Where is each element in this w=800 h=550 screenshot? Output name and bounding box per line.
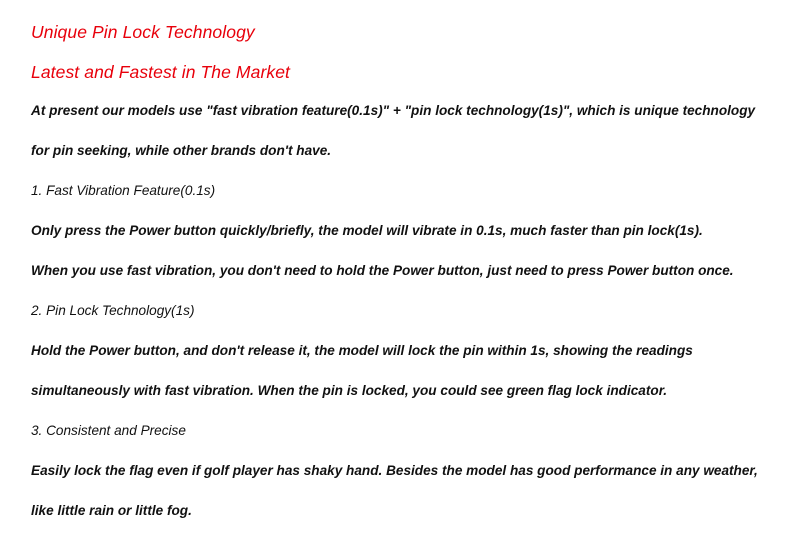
section-3-line-2: like little rain or little fog. [31, 503, 192, 518]
section-1-heading: 1. Fast Vibration Feature(0.1s) [31, 183, 216, 198]
section-2-line-2: simultaneously with fast vibration. When the pin is locked, you could see green flag lock indicator. [31, 383, 668, 398]
page-title: Unique Pin Lock Technology [31, 22, 255, 42]
section-2-heading: 2. Pin Lock Technology(1s) [31, 303, 195, 318]
intro-line-1: At present our models use "fast vibration feature(0.1s)" + "pin lock technology(1s)", which is unique technology [31, 103, 756, 118]
section-1-line-2: When you use fast vibration, you don't need to hold the Power button, just need to press Power button once. [31, 263, 734, 278]
section-1-line-1: Only press the Power button quickly/briefly, the model will vibrate in 0.1s, much faster than pin lock(1s). [31, 223, 703, 238]
section-3-heading: 3. Consistent and Precise [31, 423, 186, 438]
page-subtitle: Latest and Fastest in The Market [31, 62, 291, 82]
section-3-line-1: Easily lock the flag even if golf player has shaky hand. Besides the model has good performance in any weather, [31, 463, 758, 478]
intro-line-2: for pin seeking, while other brands don't have. [31, 143, 332, 158]
section-2-line-1: Hold the Power button, and don't release it, the model will lock the pin within 1s, showing the readings [31, 343, 693, 358]
